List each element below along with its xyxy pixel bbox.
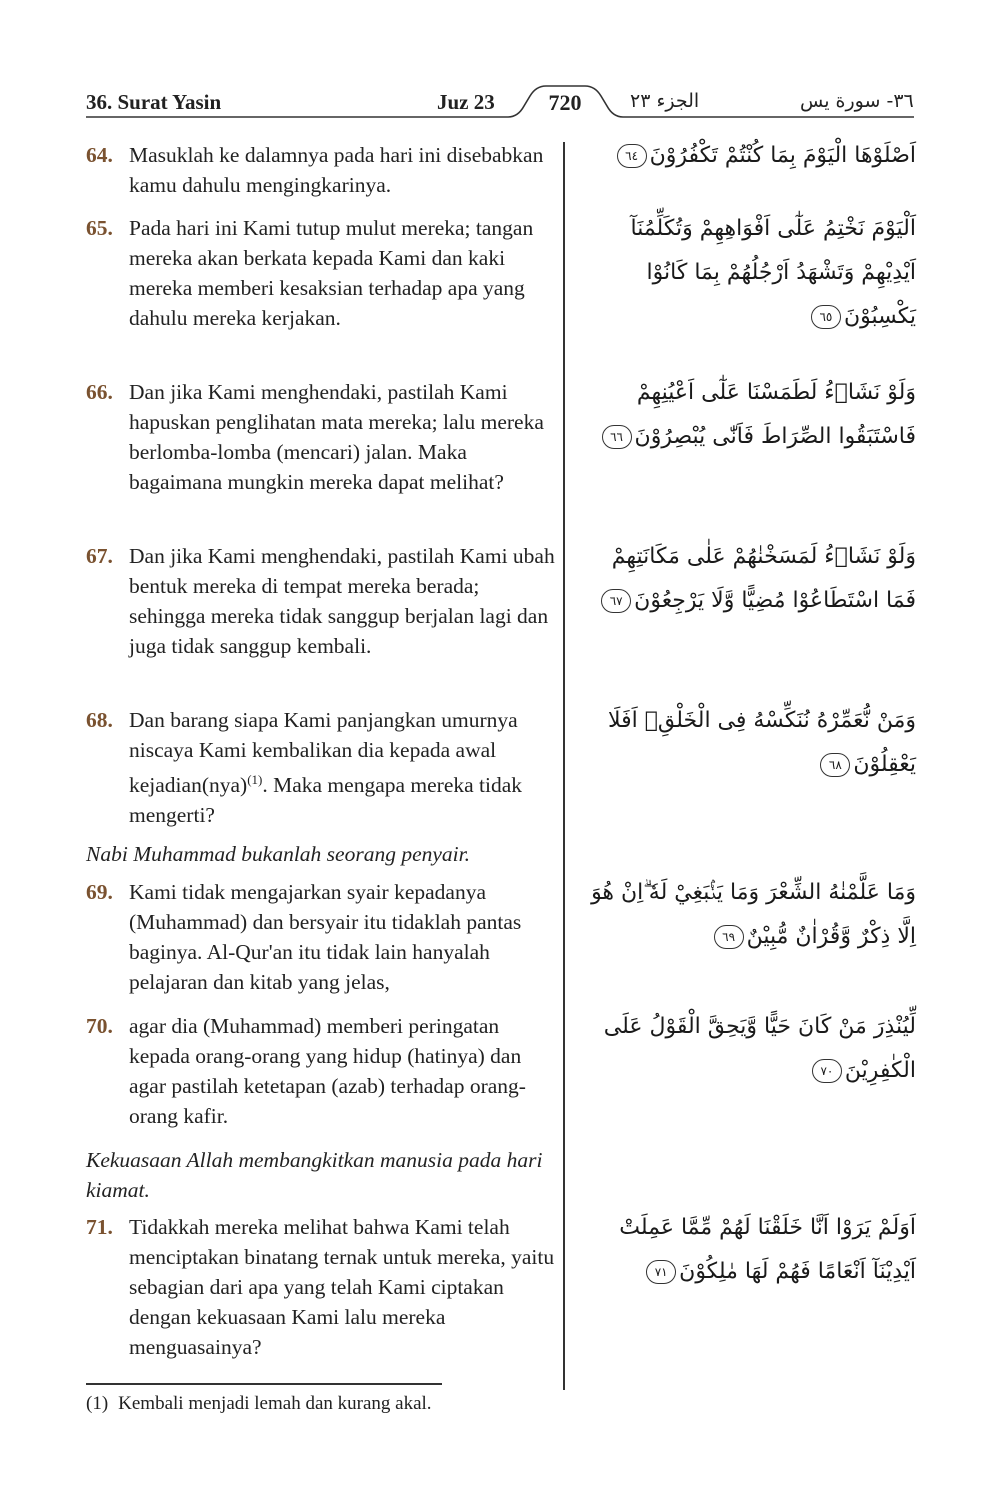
column-divider xyxy=(563,142,565,1390)
footnote-rule xyxy=(86,1383,442,1385)
verse-text-part: Dan barang siapa Kami panjangkan umurnya niscaya Kami kembalikan dia kepada awal kejadian(nya) xyxy=(129,708,518,798)
ayah-marker: ٦٤ xyxy=(617,144,647,168)
page-header xyxy=(0,0,1000,130)
verse-65-arabic xyxy=(576,207,916,339)
verse-number: 71. xyxy=(86,1215,113,1239)
footnote xyxy=(86,1393,432,1415)
arabic-text: اَصْلَوْهَا الْيَوْمَ بِمَا كُنْتُمْ تَكْفُرُوْنَ xyxy=(649,143,916,168)
verse-68-arabic xyxy=(576,699,916,787)
arabic-text: وَلَوْ نَشَاۤءُ لَمَسَخْنٰهُمْ عَلٰى مَكَانَتِهِمْ فَمَا اسْتَطَاعُوْا مُضِيًّا وَّلَا يَرْجِعُوْنَ xyxy=(611,544,916,613)
verse-number: 66. xyxy=(86,380,113,404)
footnote-mark: (1) xyxy=(86,1393,109,1414)
verse-65-translation xyxy=(86,213,558,333)
verse-number: 67. xyxy=(86,544,113,568)
verse-number: 65. xyxy=(86,216,113,240)
footnote-text: Kembali menjadi lemah dan kurang akal. xyxy=(118,1393,432,1414)
verse-67-translation xyxy=(86,541,558,661)
ayah-marker: ٦٩ xyxy=(714,925,744,949)
footnote-reference: (1) xyxy=(247,772,263,787)
page-number: 720 xyxy=(548,90,582,115)
verse-71-translation xyxy=(86,1212,558,1362)
arabic-text: اَلْيَوْمَ نَخْتِمُ عَلٰٓى اَفْوَاهِهِمْ وَتُكَلِّمُنَآ اَيْدِيْهِمْ وَتَشْهَدُ اَرْجُلُهُمْ بِمَا كَانُوْا يَكْسِبُوْنَ xyxy=(630,216,916,329)
verse-70-arabic xyxy=(576,1005,916,1093)
ayah-marker: ٧٠ xyxy=(812,1059,842,1083)
verse-66-translation xyxy=(86,377,558,497)
verse-66-arabic xyxy=(576,371,916,459)
verse-71-arabic xyxy=(576,1206,916,1294)
verse-number: 68. xyxy=(86,708,113,732)
juz-label-arabic: الجزء ٢٣ xyxy=(630,90,700,112)
ayah-marker: ٧١ xyxy=(646,1260,676,1284)
verse-69-arabic xyxy=(576,871,916,959)
verse-70-translation xyxy=(86,1011,558,1131)
ayah-marker: ٦٥ xyxy=(811,305,841,329)
section-heading-2: Kekuasaan Allah membangkitkan manusia pada hari kiamat. xyxy=(86,1148,543,1202)
verse-text: Masuklah ke dalamnya pada hari ini disebabkan kamu dahulu mengingkarinya. xyxy=(129,143,544,197)
arabic-text: وَمَنْ نُّعَمِّرْهُ نُنَكِّسْهُ فِى الْخَلْقِۗ اَفَلَا يَعْقِلُوْنَ xyxy=(607,708,916,777)
section-heading-1: Nabi Muhammad bukanlah seorang penyair. xyxy=(86,842,470,866)
verse-text: Pada hari ini Kami tutup mulut mereka; tangan mereka akan berkata kepada Kami dan kaki mereka memberi kesaksian terhadap apa yang dahulu mereka kerjakan. xyxy=(129,216,534,330)
verse-text: agar dia (Muhammad) memberi peringatan kepada orang-orang yang hidup (hatinya) dan agar pastilah ketetapan (azab) terhadap orang-orang kafir. xyxy=(129,1014,526,1128)
verse-text: Dan jika Kami menghendaki, pastilah Kami ubah bentuk mereka di tempat mereka berada; sehingga mereka tidak sanggup berjalan lagi dan juga tidak sanggup kembali. xyxy=(129,544,555,658)
verse-text-part: . Maka mengapa mereka tidak mengerti? xyxy=(129,773,523,828)
ayah-marker: ٦٧ xyxy=(601,589,631,613)
verse-text: Kami tidak mengajarkan syair kepadanya (Muhammad) dan bersyair itu tidaklah pantas baginya. Al-Qur'an itu tidak lain hanyalah pelajaran dan kitab yang jelas, xyxy=(129,880,522,994)
surah-title-arabic: ٣٦- سورة يس xyxy=(800,90,914,112)
verse-text: Dan jika Kami menghendaki, pastilah Kami hapuskan penglihatan mata mereka; lalu mereka berlomba-lomba (mencari) jalan. Maka bagaimana mungkin mereka dapat melihat? xyxy=(129,380,544,494)
arabic-text: وَلَوْ نَشَاۤءُ لَطَمَسْنَا عَلٰٓى اَعْيُنِهِمْ فَاسْتَبَقُوا الصِّرَاطَ فَاَنّٰى يُبْصِرُوْنَ xyxy=(634,380,916,449)
verse-number: 70. xyxy=(86,1014,113,1038)
verse-68-translation xyxy=(86,705,558,830)
ayah-marker: ٦٦ xyxy=(602,425,632,449)
arabic-text: اَوَلَمْ يَرَوْا اَنَّا خَلَقْنَا لَهُمْ مِّمَّا عَمِلَتْ اَيْدِيْنَآ اَنْعَامًا فَهُمْ لَهَا مٰلِكُوْنَ xyxy=(619,1215,916,1284)
verse-64-translation xyxy=(86,140,558,200)
arabic-text: وَمَا عَلَّمْنٰهُ الشِّعْرَ وَمَا يَنْۢبَغِيْ لَهٗ ۗاِنْ هُوَ اِلَّا ذِكْرٌ وَّقُرْاٰنٌ مُّبِيْنٌ xyxy=(591,880,916,949)
surah-title-latin: 36. Surat Yasin xyxy=(86,90,222,114)
verse-69-translation xyxy=(86,877,558,997)
verse-number: 64. xyxy=(86,143,113,167)
verse-text: Tidakkah mereka melihat bahwa Kami telah menciptakan binatang ternak untuk mereka, yaitu sebagian dari apa yang telah Kami ciptakan dengan kekuasaan Kami lalu mereka menguasainya? xyxy=(129,1215,555,1359)
verse-64-arabic xyxy=(576,134,916,178)
arabic-text: لِّيُنْذِرَ مَنْ كَانَ حَيًّا وَّيَحِقَّ الْقَوْلُ عَلَى الْكٰفِرِيْنَ xyxy=(603,1014,916,1083)
verse-number: 69. xyxy=(86,880,113,904)
verse-67-arabic xyxy=(576,535,916,623)
juz-label-latin: Juz 23 xyxy=(437,90,495,114)
ayah-marker: ٦٨ xyxy=(820,753,850,777)
verse-text xyxy=(129,705,558,830)
